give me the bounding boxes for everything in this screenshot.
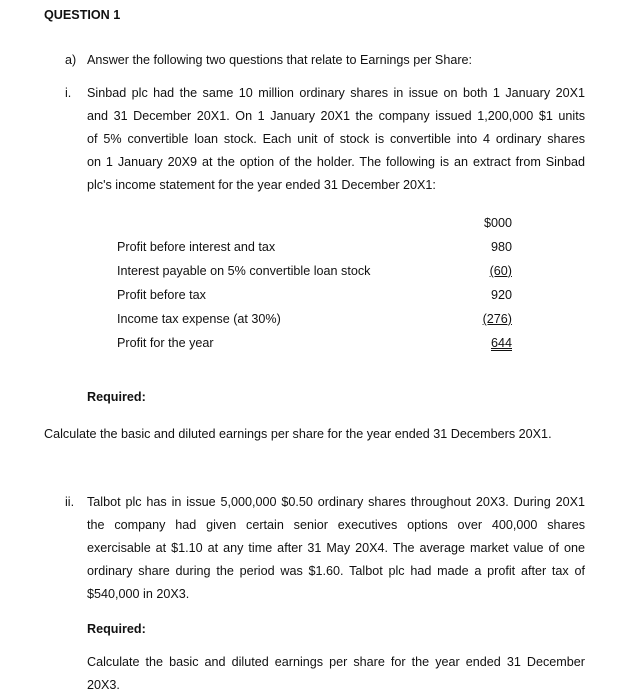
part-a-intro: Answer the following two questions that relate to Earnings per Share: (87, 53, 473, 67)
item-ii-required-paragraph (87, 651, 585, 697)
table-row-label: Profit before interest and tax (117, 240, 276, 254)
item-ii-required-line: 20X3. (87, 678, 120, 692)
item-i-line: on 1 January 20X9 at the option of the holder. The following is an extract from Sinbad (87, 155, 585, 169)
item-ii-line: ordinary share during the period was $1.60. Talbot plc had made a profit after tax of (87, 564, 585, 578)
item-i-required-label: Required: (87, 390, 146, 404)
question-title: QUESTION 1 (44, 8, 121, 22)
table-row-value: 644 (490, 336, 512, 350)
table-row-label: Profit before tax (117, 288, 206, 302)
item-ii-paragraph (87, 491, 585, 606)
table-row-value: 980 (490, 240, 512, 254)
item-i-line: of 5% convertible loan stock. Each unit of stock is convertible into 4 ordinary shares (87, 132, 585, 146)
table-row-label: Profit for the year (117, 336, 214, 350)
item-i-line: and 31 December 20X1. On 1 January 20X1 the company issued 1,200,000 $1 units (87, 109, 585, 123)
item-i-line: plc's income statement for the year ended 31 December 20X1: (87, 178, 436, 192)
table-row-value: (276) (482, 312, 512, 326)
item-i-required-text: Calculate the basic and diluted earnings per share for the year ended 31 Decembers 20X1. (44, 427, 552, 441)
item-i-marker: i. (65, 86, 72, 100)
item-ii-required-line: Calculate the basic and diluted earnings per share for the year ended 31 December (87, 655, 585, 669)
item-ii-line: the company had given certain senior executives options over 400,000 shares (87, 518, 585, 532)
table-unit-header: $000 (483, 216, 512, 230)
table-row-label: Interest payable on 5% convertible loan stock (117, 264, 371, 278)
item-ii-line: Talbot plc has in issue 5,000,000 $0.50 ordinary shares throughout 20X3. During 20X1 (87, 495, 585, 509)
item-i-paragraph (87, 82, 585, 197)
item-i-line: Sinbad plc had the same 10 million ordinary shares in issue on both 1 January 20X1 (87, 86, 585, 100)
table-row-label: Income tax expense (at 30%) (117, 312, 281, 326)
table-row-value: 920 (490, 288, 512, 302)
item-ii-marker: ii. (65, 495, 75, 509)
table-row-value: (60) (489, 264, 512, 278)
part-a-marker: a) (65, 53, 77, 67)
item-ii-line: exercisable at $1.10 at any time after 31 May 20X4. The average market value of one (87, 541, 585, 555)
item-ii-required-label: Required: (87, 622, 146, 636)
item-ii-line: $540,000 in 20X3. (87, 587, 190, 601)
